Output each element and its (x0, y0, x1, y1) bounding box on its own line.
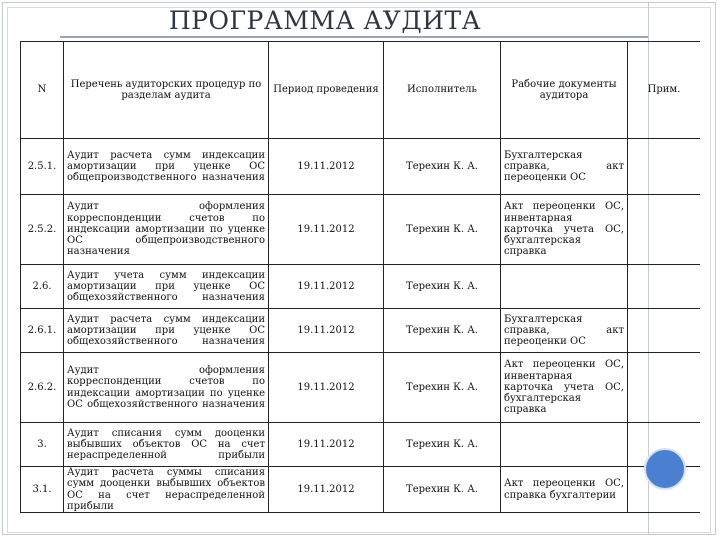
row-executor: Терехин К. А. (384, 265, 501, 309)
row-documents (501, 265, 628, 309)
row-procedure: Аудит списания сумм дооценки выбывших объектов ОС на счет нераспределенной прибыли (64, 423, 269, 467)
title-underline (60, 36, 648, 38)
row-executor: Терехин К. А. (384, 139, 501, 195)
row-period: 19.11.2012 (269, 467, 384, 513)
row-executor: Терехин К. А. (384, 195, 501, 265)
row-number: 3.1. (21, 467, 64, 513)
table-row (21, 265, 701, 309)
row-number: 2.6.1. (21, 309, 64, 353)
row-documents: Акт переоценки ОС, инвентарная карточка учета ОС, бухгалтерская справка (501, 195, 628, 265)
header-note: Прим. (628, 42, 701, 139)
row-documents: Акт переоценки ОС, инвентарная карточка учета ОС, бухгалтерская справка (501, 353, 628, 423)
row-procedure: Аудит расчета суммы списания сумм дооценки выбывших объектов ОС на счет нераспределенной прибыли (64, 467, 269, 513)
row-note (628, 265, 701, 309)
audit-program-table (20, 41, 700, 513)
header-number: N (21, 42, 64, 139)
header-documents: Рабочие документы аудитора (501, 42, 628, 139)
row-procedure: Аудит оформления корреспонденции счетов по индексации амортизации по уценке ОС общехозяйственного назначения (64, 353, 269, 423)
row-period: 19.11.2012 (269, 353, 384, 423)
row-period: 19.11.2012 (269, 309, 384, 353)
page-title: ПРОГРАММА АУДИТА (168, 6, 482, 35)
row-note (628, 309, 701, 353)
row-number: 2.6.2. (21, 353, 64, 423)
row-note (628, 353, 701, 423)
table-row (21, 309, 701, 353)
row-executor: Терехин К. А. (384, 467, 501, 513)
row-executor: Терехин К. А. (384, 309, 501, 353)
row-documents: Бухгалтерская справка, акт переоценки ОС (501, 309, 628, 353)
row-procedure: Аудит расчета сумм индексации амортизации при уценке ОС общепроизводственного назначения (64, 139, 269, 195)
table-row (21, 353, 701, 423)
row-period: 19.11.2012 (269, 139, 384, 195)
row-number: 2.6. (21, 265, 64, 309)
row-period: 19.11.2012 (269, 265, 384, 309)
table-row (21, 139, 701, 195)
row-procedure: Аудит учета сумм индексации амортизации при уценке ОС общехозяйственного назначения (64, 265, 269, 309)
row-documents: Акт переоценки ОС, справка бухгалтерии (501, 467, 628, 513)
row-procedure: Аудит оформления корреспонденции счетов по индексации амортизации по уценке ОС общепроизводственного назначения (64, 195, 269, 265)
table-row (21, 467, 701, 513)
row-period: 19.11.2012 (269, 195, 384, 265)
header-procedures: Перечень аудиторских процедур по разделам аудита (64, 42, 269, 139)
row-executor: Терехин К. А. (384, 423, 501, 467)
row-number: 3. (21, 423, 64, 467)
row-procedure: Аудит расчета сумм индексации амортизации при уценке ОС общехозяйственного назначения (64, 309, 269, 353)
row-executor: Терехин К. А. (384, 353, 501, 423)
decorative-circle (644, 448, 686, 490)
table-row (21, 423, 701, 467)
row-documents (501, 423, 628, 467)
table-row (21, 195, 701, 265)
header-period: Период проведения (269, 42, 384, 139)
header-executor: Исполнитель (384, 42, 501, 139)
row-note (628, 139, 701, 195)
row-number: 2.5.2. (21, 195, 64, 265)
table-header-row (21, 42, 701, 139)
row-period: 19.11.2012 (269, 423, 384, 467)
row-documents: Бухгалтерская справка, акт переоценки ОС (501, 139, 628, 195)
row-note (628, 195, 701, 265)
row-number: 2.5.1. (21, 139, 64, 195)
